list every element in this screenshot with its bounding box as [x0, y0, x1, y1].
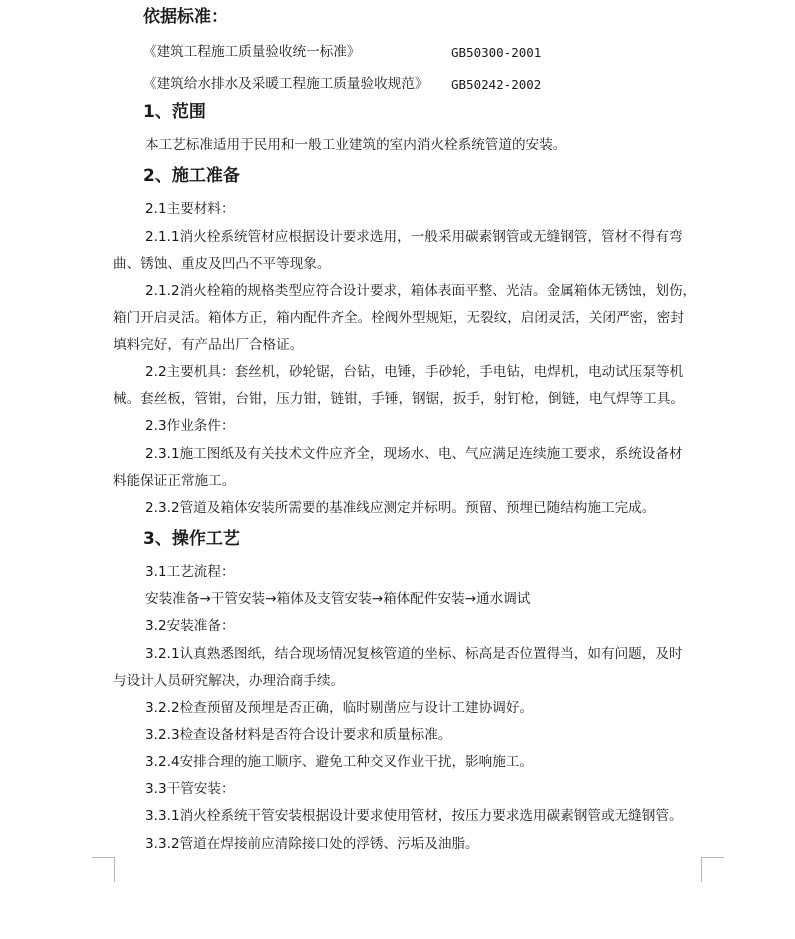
margin-corner-mark-left: [92, 857, 115, 882]
paragraph: 3.3.2管道在焊接前应清除接口处的浮锈、污垢及油脂。: [145, 836, 479, 852]
paragraph: 3.3干管安装：: [145, 781, 235, 797]
section-heading-preparation: 2、施工准备: [143, 166, 240, 186]
paragraph: 2.3作业条件：: [145, 418, 235, 434]
standard-code: GB50300-2001: [451, 45, 542, 60]
paragraph: 2.1.1消火栓系统管材应根据设计要求选用，一般采用碳素钢管或无缝钢管，管材不得有弯: [145, 229, 683, 245]
standard-name: 《建筑工程施工质量验收统一标准》: [143, 44, 361, 60]
paragraph: 填料完好，有产品出厂合格证。: [113, 337, 304, 353]
paragraph: 箱门开启灵活。箱体方正，箱内配件齐全。栓阀外型规矩，无裂纹，启闭灵活，关闭严密，密封: [113, 310, 684, 326]
paragraph: 2.2主要机具：套丝机，砂轮锯，台钻，电锤，手砂轮，手电钻，电焊机，电动试压泵等机: [145, 364, 684, 380]
paragraph: 3.3.1消火栓系统干管安装根据设计要求使用管材，按压力要求选用碳素钢管或无缝钢管。: [145, 808, 683, 824]
paragraph: 3.2.3检查设备材料是否符合设计要求和质量标准。: [145, 727, 452, 743]
paragraph: 械。套丝板，管钳，台钳，压力钳，链钳，手锤，钢锯，扳手，射钉枪，倒链，电气焊等工具。: [113, 391, 684, 407]
basis-heading: 依据标准：: [143, 7, 228, 27]
section-heading-scope: 1、范围: [143, 102, 206, 122]
paragraph: 3.2安装准备：: [145, 618, 235, 634]
section-heading-operation: 3、操作工艺: [143, 529, 240, 549]
paragraph: 2.3.2管道及箱体安装所需要的基准线应测定并标明。预留、预埋已随结构施工完成。: [145, 500, 656, 516]
standard-code: GB50242-2002: [451, 77, 542, 92]
paragraph: 曲、锈蚀、重皮及凹凸不平等现象。: [113, 256, 331, 272]
paragraph: 3.1工艺流程：: [145, 564, 235, 580]
paragraph: 2.1主要材料：: [145, 201, 235, 217]
process-flow: 安装准备→干管安装→箱体及支管安装→箱体配件安装→通水调试: [145, 591, 531, 607]
margin-corner-mark-right: [701, 857, 724, 882]
paragraph: 本工艺标准适用于民用和一般工业建筑的室内消火栓系统管道的安装。: [145, 137, 567, 153]
paragraph: 2.3.1施工图纸及有关技术文件应齐全，现场水、电、气应满足连续施工要求，系统设备材: [145, 446, 683, 462]
paragraph: 3.2.4安排合理的施工顺序、避免工种交叉作业干扰，影响施工。: [145, 754, 534, 770]
paragraph: 3.2.1认真熟悉图纸，结合现场情况复核管道的坐标、标高是否位置得当，如有问题，及时: [145, 646, 683, 662]
paragraph: 3.2.2检查预留及预埋是否正确，临时剔凿应与设计工建协调好。: [145, 700, 534, 716]
standard-name: 《建筑给水排水及采暖工程施工质量验收规范》: [143, 76, 429, 92]
paragraph: 与设计人员研究解决，办理洽商手续。: [113, 673, 345, 689]
paragraph: 2.1.2消火栓箱的规格类型应符合设计要求，箱体表面平整、光洁。金属箱体无锈蚀，划伤，: [145, 283, 697, 299]
paragraph: 料能保证正常施工。: [113, 473, 236, 489]
